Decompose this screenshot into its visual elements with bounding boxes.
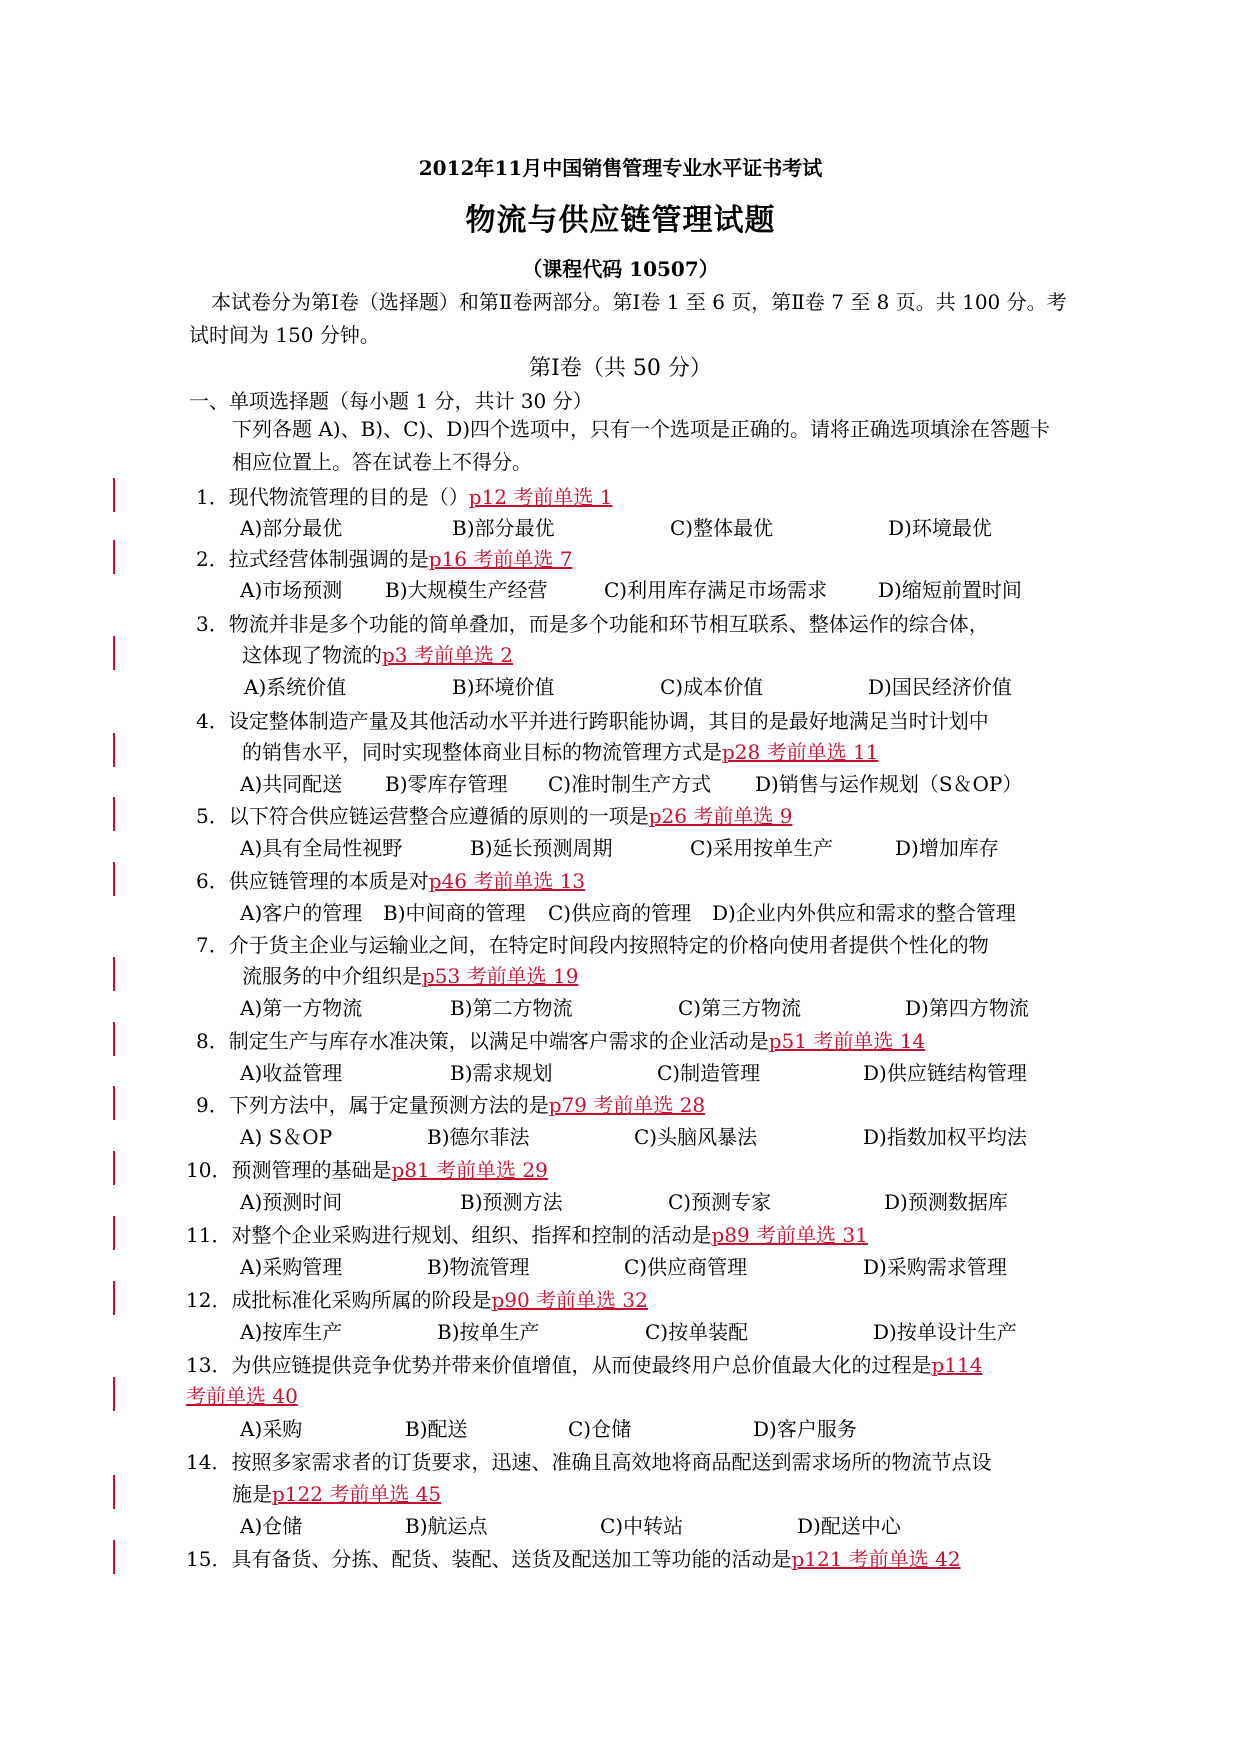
question-7-continued xyxy=(242,960,578,989)
option-d: D)增加库存 xyxy=(895,836,999,860)
question-text: 施是 xyxy=(232,1482,272,1506)
revision-bar xyxy=(113,1475,115,1509)
section-title: 一、单项选择题（每小题 1 分，共计 30 分） xyxy=(189,389,593,413)
revision-bar xyxy=(113,1022,115,1056)
option-d: D)客户服务 xyxy=(753,1417,857,1441)
option-b: B)大规模生产经营 xyxy=(385,578,548,602)
question-2 xyxy=(196,543,572,572)
question-text: 按照多家需求者的订货要求，迅速、准确且高效地将商品配送到需求场所的物流节点设 xyxy=(231,1450,992,1474)
page-reference[interactable]: p122 考前单选 45 xyxy=(272,1482,442,1506)
question-text: 物流并非是多个功能的简单叠加，而是多个功能和环节相互联系、整体运作的综合体， xyxy=(228,612,989,636)
option-d: D)环境最优 xyxy=(888,516,992,540)
option-d: D)企业内外供应和需求的整合管理 xyxy=(712,901,1016,925)
question-text: 对整个企业采购进行规划、组织、指挥和控制的活动是 xyxy=(231,1223,712,1247)
question-9 xyxy=(196,1089,705,1118)
page-reference[interactable]: p51 考前单选 14 xyxy=(768,1029,926,1053)
question-5 xyxy=(196,800,792,829)
question-number: 12． xyxy=(186,1288,232,1312)
page-reference[interactable]: p114 xyxy=(931,1353,983,1377)
volume-title: 第Ⅰ卷（共 50 分） xyxy=(529,356,712,381)
option-a: A)部分最优 xyxy=(240,516,343,540)
option-d: D)缩短前置时间 xyxy=(878,578,1022,602)
option-b: B)需求规划 xyxy=(450,1061,553,1085)
question-text: 拉式经营体制强调的是 xyxy=(228,547,429,571)
question-text: 以下符合供应链运营整合应遵循的原则的一项是 xyxy=(228,804,649,828)
question-13 xyxy=(186,1349,982,1378)
option-c: C)准时制生产方式 xyxy=(548,772,712,796)
option-d: D)预测数据库 xyxy=(884,1190,1008,1214)
option-d: D)第四方物流 xyxy=(905,996,1029,1020)
question-number: 5． xyxy=(196,804,229,828)
page-reference[interactable]: p26 考前单选 9 xyxy=(648,804,793,828)
option-a: A)共同配送 xyxy=(240,772,343,796)
question-number: 2． xyxy=(196,547,229,571)
question-text: 这体现了物流的 xyxy=(242,643,382,667)
revision-bar xyxy=(113,1281,115,1315)
revision-bar xyxy=(113,478,115,512)
page-reference[interactable]: p90 考前单选 32 xyxy=(491,1288,648,1312)
question-12 xyxy=(186,1284,648,1313)
option-c: C)利用库存满足市场需求 xyxy=(604,578,828,602)
question-number: 15． xyxy=(186,1547,232,1571)
question-14 xyxy=(186,1446,991,1475)
page-reference[interactable]: 考前单选 40 xyxy=(186,1384,298,1408)
option-d: D)采购需求管理 xyxy=(863,1255,1007,1279)
question-number: 4． xyxy=(196,709,229,733)
question-number: 11． xyxy=(186,1223,232,1247)
option-c: C)第三方物流 xyxy=(678,996,802,1020)
option-b: B)航运点 xyxy=(405,1514,488,1538)
question-text: 预测管理的基础是 xyxy=(231,1158,392,1182)
option-c: C)预测专家 xyxy=(668,1190,772,1214)
question-1 xyxy=(196,481,612,510)
revision-bar xyxy=(113,797,115,831)
page-reference[interactable]: p81 考前单选 29 xyxy=(391,1158,548,1182)
page-reference[interactable]: p28 考前单选 11 xyxy=(722,740,879,764)
option-a: A)按库生产 xyxy=(240,1320,343,1344)
question-3-continued xyxy=(242,639,513,668)
revision-bar xyxy=(113,1540,115,1574)
option-c: C)按单装配 xyxy=(645,1320,749,1344)
option-a: A)具有全局性视野 xyxy=(240,836,403,860)
revision-bar xyxy=(113,957,115,991)
option-b: B)预测方法 xyxy=(460,1190,563,1214)
revision-bar xyxy=(113,733,115,767)
page-reference[interactable]: p12 考前单选 1 xyxy=(468,485,613,509)
question-14-continued xyxy=(232,1478,441,1507)
question-text: 的销售水平，同时实现整体商业目标的物流管理方式是 xyxy=(242,740,722,764)
option-b: B)环境价值 xyxy=(452,675,555,699)
option-d: D)供应链结构管理 xyxy=(863,1061,1027,1085)
option-b: B)部分最优 xyxy=(452,516,555,540)
option-b: B)配送 xyxy=(405,1417,468,1441)
option-c: C)头脑风暴法 xyxy=(634,1125,758,1149)
option-b: B)德尔菲法 xyxy=(427,1125,530,1149)
question-4-continued xyxy=(242,736,878,765)
option-a: A)系统价值 xyxy=(244,675,347,699)
option-d: D)配送中心 xyxy=(797,1514,901,1538)
question-text: 为供应链提供竞争优势并带来价值增值，从而使最终用户总价值最大化的过程是 xyxy=(231,1353,932,1377)
option-d: D)指数加权平均法 xyxy=(863,1125,1027,1149)
revision-bar xyxy=(113,636,115,670)
option-c: C)中转站 xyxy=(600,1514,684,1538)
question-text: 成批标准化采购所属的阶段是 xyxy=(231,1288,492,1312)
question-13-continued xyxy=(186,1380,298,1409)
exam-header: 2012年11月中国销售管理专业水平证书考试 xyxy=(418,156,823,180)
revision-bar xyxy=(113,862,115,896)
question-text: 下列方法中，属于定量预测方法的是 xyxy=(228,1093,549,1117)
question-number: 8． xyxy=(196,1029,229,1053)
option-c: C)仓储 xyxy=(568,1417,632,1441)
option-c: C)整体最优 xyxy=(670,516,774,540)
revision-bar xyxy=(113,1151,115,1185)
option-a: A)第一方物流 xyxy=(240,996,363,1020)
revision-bar xyxy=(113,1377,115,1411)
instructions: 下列各题 A)、B)、C)、D)四个选项中，只有一个选项是正确的。请将正确选项填涂在答题卡相应位置上。答在试卷上不得分。 xyxy=(232,417,1051,474)
question-number: 7． xyxy=(196,933,229,957)
option-b: B)中间商的管理 xyxy=(383,901,526,925)
question-6 xyxy=(196,865,585,894)
option-d: D)按单设计生产 xyxy=(873,1320,1017,1344)
option-d: D)销售与运作规划（S＆OP） xyxy=(755,772,1023,796)
option-a: A)客户的管理 xyxy=(240,901,363,925)
option-a: A)采购管理 xyxy=(240,1255,343,1279)
question-4 xyxy=(196,705,989,734)
page-title: 物流与供应链管理试题 xyxy=(465,203,776,238)
question-text: 制定生产与库存水准决策，以满足中端客户需求的企业活动是 xyxy=(228,1029,769,1053)
page-reference[interactable]: p89 考前单选 31 xyxy=(711,1223,868,1247)
question-text: 流服务的中介组织是 xyxy=(242,964,422,988)
option-c: C)制造管理 xyxy=(657,1061,761,1085)
question-number: 3． xyxy=(196,612,229,636)
revision-bar xyxy=(113,1086,115,1120)
question-number: 10． xyxy=(186,1158,232,1182)
option-b: B)按单生产 xyxy=(437,1320,540,1344)
intro-paragraph: 本试卷分为第Ⅰ卷（选择题）和第Ⅱ卷两部分。第Ⅰ卷 1 至 6 页，第Ⅱ卷 7 至 8 页。共 100 分。考试时间为 150 分钟。 xyxy=(189,290,1067,347)
page-reference[interactable]: p121 考前单选 42 xyxy=(791,1547,961,1571)
question-text: 设定整体制造产量及其他活动水平并进行跨职能协调，其目的是最好地满足当时计划中 xyxy=(228,709,989,733)
option-c: C)成本价值 xyxy=(660,675,764,699)
question-text: 现代物流管理的目的是（） xyxy=(228,485,469,509)
question-text: 具有备货、分拣、配货、装配、送货及配送加工等功能的活动是 xyxy=(231,1547,792,1571)
page-reference[interactable]: p3 考前单选 2 xyxy=(382,643,513,667)
page-reference[interactable]: p16 考前单选 7 xyxy=(428,547,573,571)
question-7 xyxy=(196,929,989,958)
revision-bar xyxy=(113,540,115,574)
option-a: A) S＆OP xyxy=(240,1125,333,1149)
question-number: 14． xyxy=(186,1450,232,1474)
option-a: A)市场预测 xyxy=(240,578,343,602)
page-reference[interactable]: p46 考前单选 13 xyxy=(428,869,586,893)
option-d: D)国民经济价值 xyxy=(868,675,1012,699)
question-10 xyxy=(186,1154,548,1183)
question-number: 13． xyxy=(186,1353,232,1377)
course-code: （课程代码 10507） xyxy=(522,257,719,281)
question-11 xyxy=(186,1219,868,1248)
option-a: A)收益管理 xyxy=(240,1061,343,1085)
option-b: B)延长预测周期 xyxy=(470,836,613,860)
page-reference[interactable]: p53 考前单选 19 xyxy=(422,964,579,988)
question-number: 9． xyxy=(196,1093,229,1117)
page-reference[interactable]: p79 考前单选 28 xyxy=(548,1093,706,1117)
question-3 xyxy=(196,608,989,637)
option-c: C)供应商管理 xyxy=(624,1255,748,1279)
option-a: A)预测时间 xyxy=(240,1190,343,1214)
question-8 xyxy=(196,1025,925,1054)
option-b: B)物流管理 xyxy=(427,1255,530,1279)
option-b: B)零库存管理 xyxy=(385,772,508,796)
question-number: 1． xyxy=(196,485,229,509)
option-c: C)供应商的管理 xyxy=(548,901,692,925)
option-c: C)采用按单生产 xyxy=(690,836,834,860)
option-b: B)第二方物流 xyxy=(450,996,573,1020)
question-number: 6． xyxy=(196,869,229,893)
option-a: A)仓储 xyxy=(240,1514,303,1538)
revision-bar xyxy=(113,1216,115,1250)
option-a: A)采购 xyxy=(240,1417,303,1441)
question-text: 供应链管理的本质是对 xyxy=(228,869,429,893)
question-text: 介于货主企业与运输业之间，在特定时间段内按照特定的价格向使用者提供个性化的物 xyxy=(228,933,989,957)
question-15 xyxy=(186,1543,961,1572)
